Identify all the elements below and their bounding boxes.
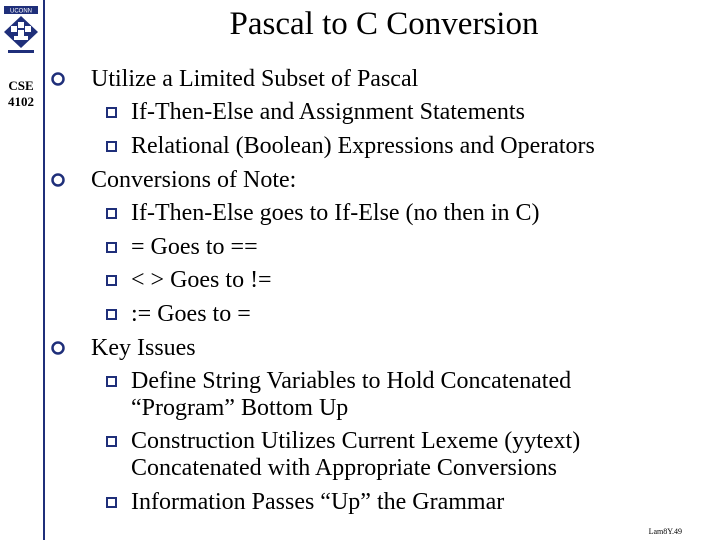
square-bullet-icon [106,436,117,447]
sub-bullet-item: Define String Variables to Hold Concatenated [131,368,572,394]
circle-bullet-icon [51,173,65,187]
square-bullet-icon [106,309,117,320]
square-bullet-icon [106,242,117,253]
sub-bullet-item: = Goes to == [131,234,258,260]
sub-bullet-item: Relational (Boolean) Expressions and Operators [131,133,595,159]
page-title: Pascal to C Conversion [229,6,539,42]
sub-bullet-item: Information Passes “Up” the Grammar [131,489,505,515]
sub-bullet-continuation: “Program” Bottom Up [131,395,349,421]
sub-bullet-item: Construction Utilizes Current Lexeme (yytext) [131,428,581,454]
course-code-line2: 4102 [8,94,34,109]
square-bullet-icon [106,497,117,508]
square-bullet-icon [106,141,117,152]
sub-bullet-item: If-Then-Else and Assignment Statements [131,99,525,125]
sub-bullet-continuation: Concatenated with Appropriate Conversions [131,455,557,481]
sub-bullet-item: If-Then-Else goes to If-Else (no then in C) [131,200,540,226]
uconn-logo-icon [2,2,40,62]
square-bullet-icon [106,376,117,387]
circle-bullet-icon [51,72,65,86]
circle-bullet-icon [51,341,65,355]
square-bullet-icon [106,208,117,219]
sidebar-divider [43,0,45,540]
sidebar [0,0,48,540]
square-bullet-icon [106,107,117,118]
sub-bullet-item: := Goes to = [131,301,251,327]
bullet-item: Key Issues [91,335,196,361]
bullet-item: Conversions of Note: [91,167,297,193]
bullet-item: Utilize a Limited Subset of Pascal [91,66,419,92]
course-code-line1: CSE [8,78,34,93]
svg-text:UCONN: UCONN [10,8,32,15]
slide-footer: Lam8Y.49 [648,527,682,536]
sub-bullet-item: < > Goes to != [131,267,272,293]
course-code [2,78,40,110]
square-bullet-icon [106,275,117,286]
